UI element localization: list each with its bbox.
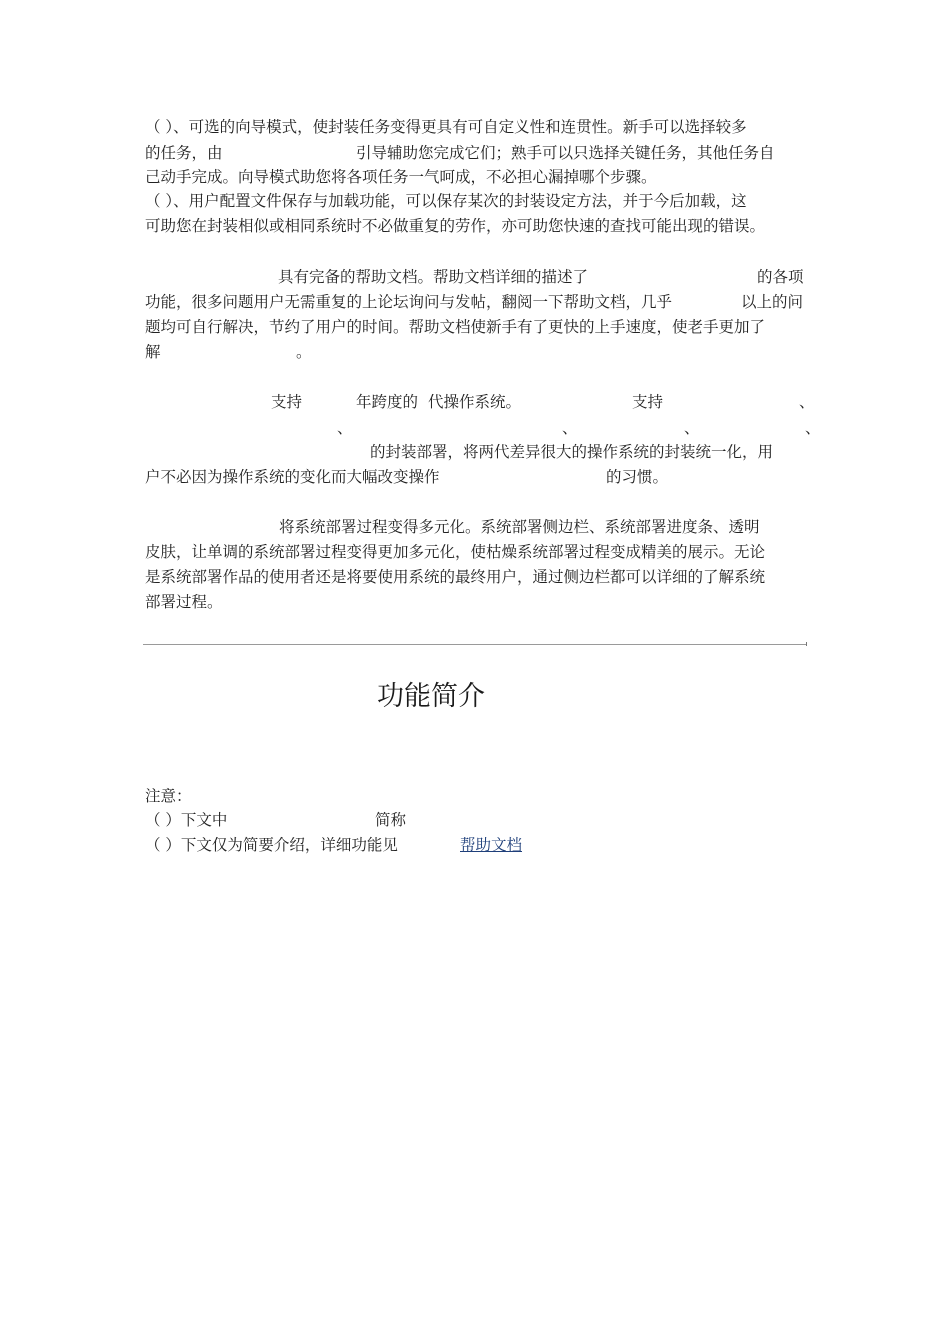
text-line: 可助您在封装相似或相同系统时不必做重复的劳作，亦可助您快速的查找可能出现的错误。 (145, 217, 766, 235)
text-line: 的封装部署，将两代差异很大的操作系统的封装统一化，用 (370, 443, 774, 461)
text-line: 的习惯。 (606, 468, 669, 486)
note-item: 简称 (375, 811, 407, 829)
separator-mark: 、 (562, 419, 578, 437)
text-line: （ ）、用户配置文件保存与加载功能，可以保存某次的封装设定方法，并于今后加载，这 (145, 192, 747, 210)
section-title: 功能简介 (377, 681, 485, 712)
text-line: 部署过程。 (145, 593, 223, 611)
text-line: 的任务，由 (145, 144, 223, 162)
text-line: 以上的问 (741, 293, 804, 311)
text-line: 引导辅助您完成它们；熟手可以只选择关键任务，其他任务自 (356, 144, 775, 162)
note-item: （ ）下文中 (145, 811, 228, 829)
separator-mark: 、 (799, 393, 815, 411)
help-docs-link[interactable]: 帮助文档 (460, 836, 523, 854)
text-line: 皮肤，让单调的系统部署过程变得更加多元化，使枯燥系统部署过程变成精美的展示。无论 (145, 543, 766, 561)
text-line: 题均可自行解决，节约了用户的时间。帮助文档使新手有了更快的上手速度，使老手更加了 (145, 318, 766, 336)
separator-mark: 、 (805, 419, 821, 437)
text-line: 具有完备的帮助文档。帮助文档详细的描述了 (278, 268, 589, 286)
section-divider (143, 644, 807, 645)
text-line: 代操作系统。 (428, 393, 522, 411)
separator-mark: 、 (337, 419, 353, 437)
text-line: 户不必因为操作系统的变化而大幅改变操作 (145, 468, 440, 486)
text-line: 解 (145, 343, 161, 361)
text-line: 支持 (632, 393, 664, 411)
notes-heading: 注意： (145, 787, 192, 805)
text-line: 。 (296, 343, 312, 361)
note-item: （ ）下文仅为简要介绍，详细功能见 (145, 836, 398, 854)
text-line: 己动手完成。向导模式助您将各项任务一气呵成，不必担心漏掉哪个步骤。 (145, 168, 657, 186)
text-line: （ ）、可选的向导模式，使封装任务变得更具有可自定义性和连贯性。新手可以选择较多 (145, 118, 747, 136)
text-line: 功能，很多问题用户无需重复的上论坛询问与发帖，翻阅一下帮助文档，几乎 (145, 293, 673, 311)
text-line: 是系统部署作品的使用者还是将要使用系统的最终用户，通过侧边栏都可以详细的了解系统 (145, 568, 766, 586)
separator-mark: 、 (684, 419, 700, 437)
text-line: 将系统部署过程变得多元化。系统部署侧边栏、系统部署进度条、透明 (279, 518, 760, 536)
divider-end-mark (806, 642, 807, 646)
text-line: 的各项 (757, 268, 804, 286)
text-line: 支持 (271, 393, 303, 411)
text-line: 年跨度的 (356, 393, 419, 411)
